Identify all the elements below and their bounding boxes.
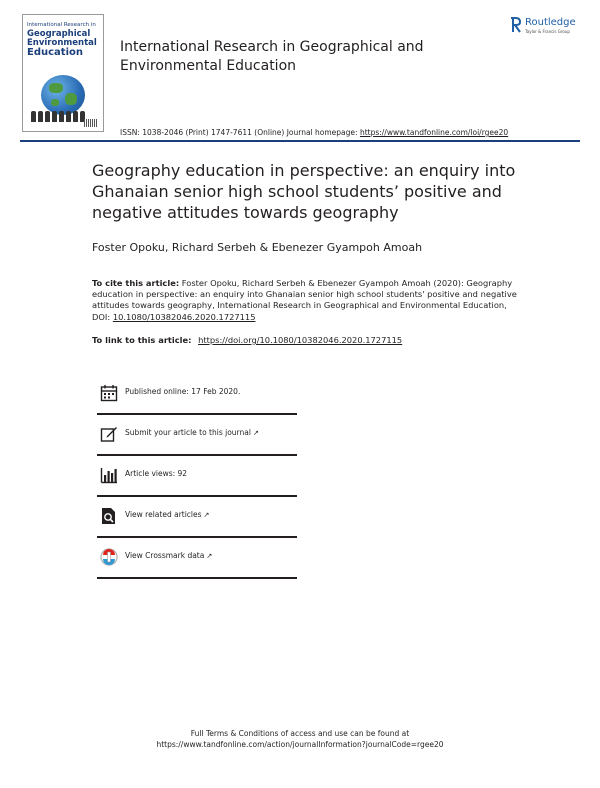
published-row bbox=[97, 378, 297, 408]
link-label: To link to this article: bbox=[92, 335, 192, 345]
info-divider bbox=[97, 454, 297, 456]
info-divider bbox=[97, 536, 297, 538]
citation-label: To cite this article: bbox=[92, 278, 180, 288]
external-link-icon: ↗ bbox=[252, 429, 259, 437]
issn-text: ISSN: 1038-2046 (Print) 1747-7611 (Online) Journal homepage: bbox=[120, 128, 358, 137]
crossmark-icon bbox=[100, 548, 118, 566]
article-link-line bbox=[92, 335, 402, 345]
related-articles-link[interactable] bbox=[125, 510, 209, 519]
info-divider bbox=[97, 495, 297, 497]
journal-cover-image bbox=[22, 14, 104, 132]
cover-line4: Education bbox=[27, 47, 83, 58]
article-views: Article views: 92 bbox=[125, 469, 188, 478]
submit-article-link[interactable] bbox=[125, 428, 259, 437]
routledge-r-icon bbox=[510, 17, 521, 33]
article-doi-link[interactable]: https://doi.org/10.1080/10382046.2020.1727115 bbox=[198, 335, 403, 345]
edit-icon bbox=[100, 425, 118, 443]
related-row[interactable] bbox=[97, 501, 297, 531]
citation-text: Foster Opoku, Richard Serbeh & Ebenezer Gyampoh Amoah (2020): Geography education in perspective: an enquiry into Ghanaian senior high school students' positive and negative attitudes towards geography, International Research in Geographical and Environmental Education, DOI: bbox=[92, 278, 517, 322]
header-divider bbox=[20, 140, 580, 142]
publisher-name: Routledge bbox=[525, 17, 576, 28]
external-link-icon: ↗ bbox=[206, 552, 213, 560]
citation-doi-link[interactable]: 10.1080/10382046.2020.1727115 bbox=[112, 311, 256, 322]
barcode-icon bbox=[84, 119, 98, 127]
submit-row[interactable] bbox=[97, 419, 297, 449]
views-row bbox=[97, 460, 297, 490]
info-divider bbox=[97, 577, 297, 579]
cover-line2: Geographical bbox=[27, 29, 91, 39]
cover-title bbox=[27, 21, 100, 57]
footer-line1: Full Terms & Conditions of access and use can be found at bbox=[190, 729, 410, 738]
article-title: Geography education in perspective: an enquiry into Ghanaian senior high school students’ positive and negative attitudes towards geography bbox=[92, 161, 516, 222]
journal-information-link[interactable]: https://www.tandfonline.com/action/journalInformation?journalCode=rgee20 bbox=[156, 740, 444, 749]
cover-line3: Environmental bbox=[27, 38, 97, 48]
terms-footer bbox=[0, 728, 600, 750]
external-link-icon: ↗ bbox=[203, 511, 210, 519]
crossmark-row[interactable] bbox=[97, 542, 297, 572]
related-articles-label: View related articles bbox=[125, 510, 202, 519]
bar-chart-icon bbox=[100, 466, 118, 484]
cover-line1: International Research in bbox=[27, 22, 96, 28]
citation-block bbox=[92, 278, 522, 323]
calendar-icon bbox=[100, 384, 118, 402]
journal-title: International Research in Geographical and Environmental Education bbox=[120, 39, 424, 74]
issn-line bbox=[120, 128, 508, 137]
submit-article-label: Submit your article to this journal bbox=[125, 428, 251, 437]
article-authors: Foster Opoku, Richard Serbeh & Ebenezer Gyampoh Amoah bbox=[92, 241, 423, 254]
publisher-group: Taylor & Francis Group bbox=[525, 29, 570, 34]
published-date: Published online: 17 Feb 2020. bbox=[125, 387, 241, 396]
info-divider bbox=[97, 413, 297, 415]
journal-homepage-link[interactable]: https://www.tandfonline.com/loi/rgee20 bbox=[359, 128, 509, 137]
crossmark-label: View Crossmark data bbox=[125, 551, 205, 560]
crossmark-link[interactable] bbox=[125, 551, 212, 560]
document-search-icon bbox=[100, 507, 118, 525]
